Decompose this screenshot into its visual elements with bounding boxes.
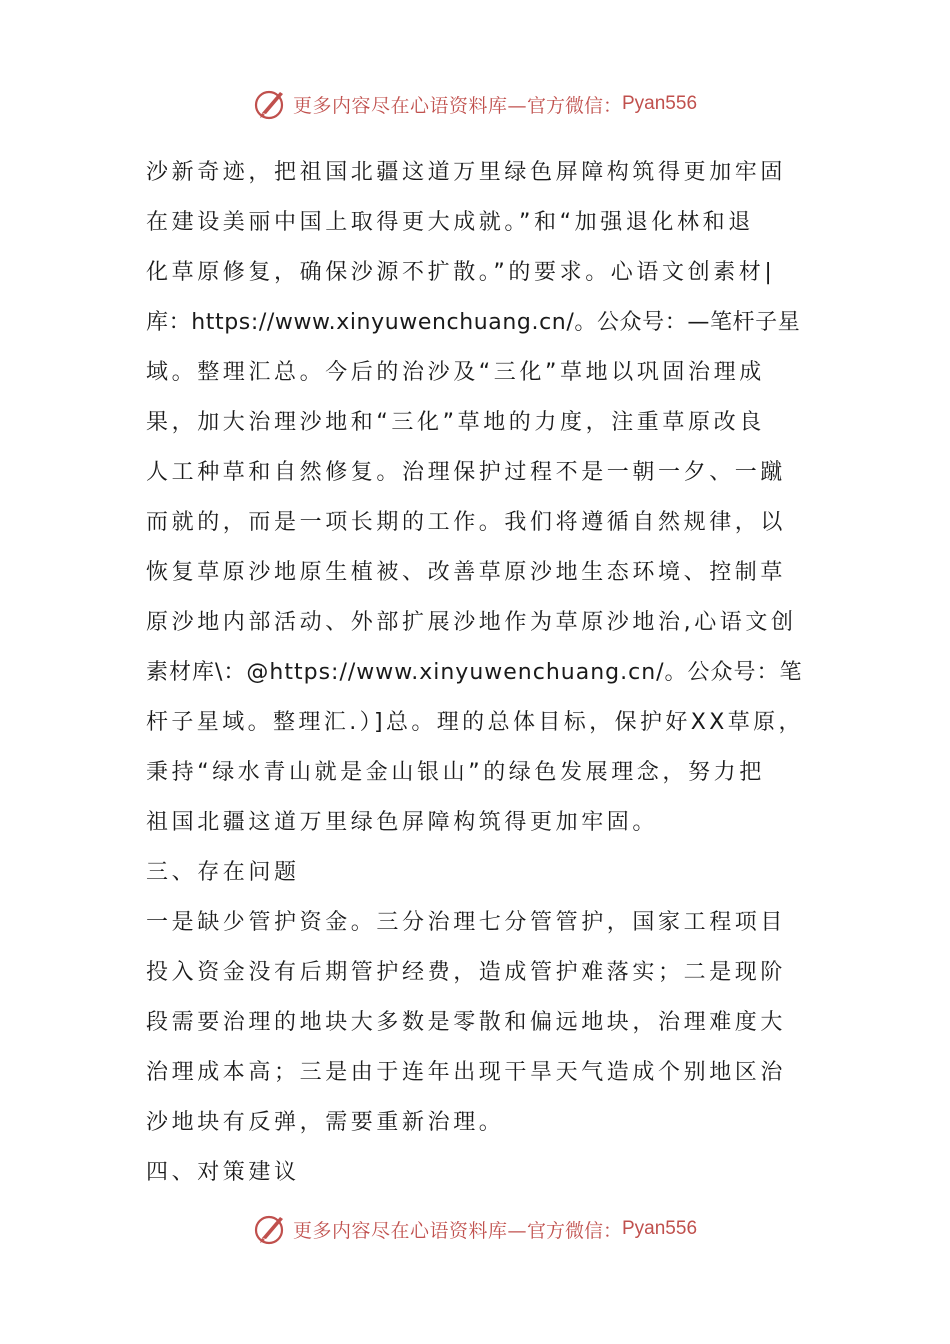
body-line: 治理成本高；三是由于连年出现干旱天气造成个别地区治 bbox=[146, 1060, 787, 1085]
banner-text: 更多内容尽在心语资料库— bbox=[292, 94, 527, 117]
banner-wechat-id: Pyan556 bbox=[622, 1218, 698, 1239]
banner-contact-label: 官方微信： bbox=[526, 1219, 622, 1242]
body-line: 一是缺少管护资金。三分治理七分管管护，国家工程项目 bbox=[146, 910, 787, 935]
body-line: 原沙地内部活动、外部扩展沙地作为草原沙地治,心语文创 bbox=[146, 610, 797, 635]
footer-banner bbox=[0, 1209, 950, 1249]
body-line: 而就的，而是一项长期的工作。我们将遵循自然规律，以 bbox=[146, 510, 787, 535]
banner-text: 更多内容尽在心语资料库— bbox=[292, 1219, 527, 1242]
body-line: 投入资金没有后期管护经费，造成管护难落实；二是现阶 bbox=[146, 960, 787, 985]
body-line: 在建设美丽中国上取得更大成就。”和“加强退化林和退 bbox=[146, 210, 754, 235]
body-line: 果，加大治理沙地和“三化”草地的力度，注重草原改良 bbox=[146, 410, 765, 435]
banner-wechat-id: Pyan556 bbox=[622, 93, 698, 114]
body-line: 化草原修复，确保沙源不扩散。”的要求。心语文创素材| bbox=[146, 260, 776, 285]
body-line: 恢复草原沙地原生植被、改善草原沙地生态环境、控制草 bbox=[146, 560, 787, 585]
quill-pen-logo-icon bbox=[253, 1211, 289, 1247]
body-line: 段需要治理的地块大多数是零散和偏远地块，治理难度大 bbox=[146, 1010, 787, 1035]
body-line: 杆子星域。整理汇.）]总。理的总体目标，保护好XX草原， bbox=[146, 710, 804, 735]
section-heading-suggestions: 四、对策建议 bbox=[146, 1160, 300, 1185]
body-line: 沙地块有反弹，需要重新治理。 bbox=[146, 1110, 505, 1135]
section-heading-problems: 三、存在问题 bbox=[146, 860, 300, 885]
header-banner bbox=[0, 84, 950, 124]
body-line: 素材库\：@https://www.xinyuwenchuang.cn/。公众号：笔 bbox=[146, 660, 803, 685]
banner-contact-label: 官方微信： bbox=[526, 94, 622, 117]
body-line: 人工种草和自然修复。治理保护过程不是一朝一夕、一蹴 bbox=[146, 460, 787, 485]
body-line: 秉持“绿水青山就是金山银山”的绿色发展理念，努力把 bbox=[146, 760, 765, 785]
body-line: 祖国北疆这道万里绿色屏障构筑得更加牢固。 bbox=[146, 810, 659, 835]
quill-pen-logo-icon bbox=[253, 86, 289, 122]
body-line: 域。整理汇总。今后的治沙及“三化”草地以巩固治理成 bbox=[146, 360, 765, 385]
document-body bbox=[146, 148, 806, 1198]
body-line: 库：https://www.xinyuwenchuang.cn/。公众号：—笔杆子星 bbox=[146, 310, 801, 335]
body-line: 沙新奇迹，把祖国北疆这道万里绿色屏障构筑得更加牢固 bbox=[146, 160, 787, 185]
